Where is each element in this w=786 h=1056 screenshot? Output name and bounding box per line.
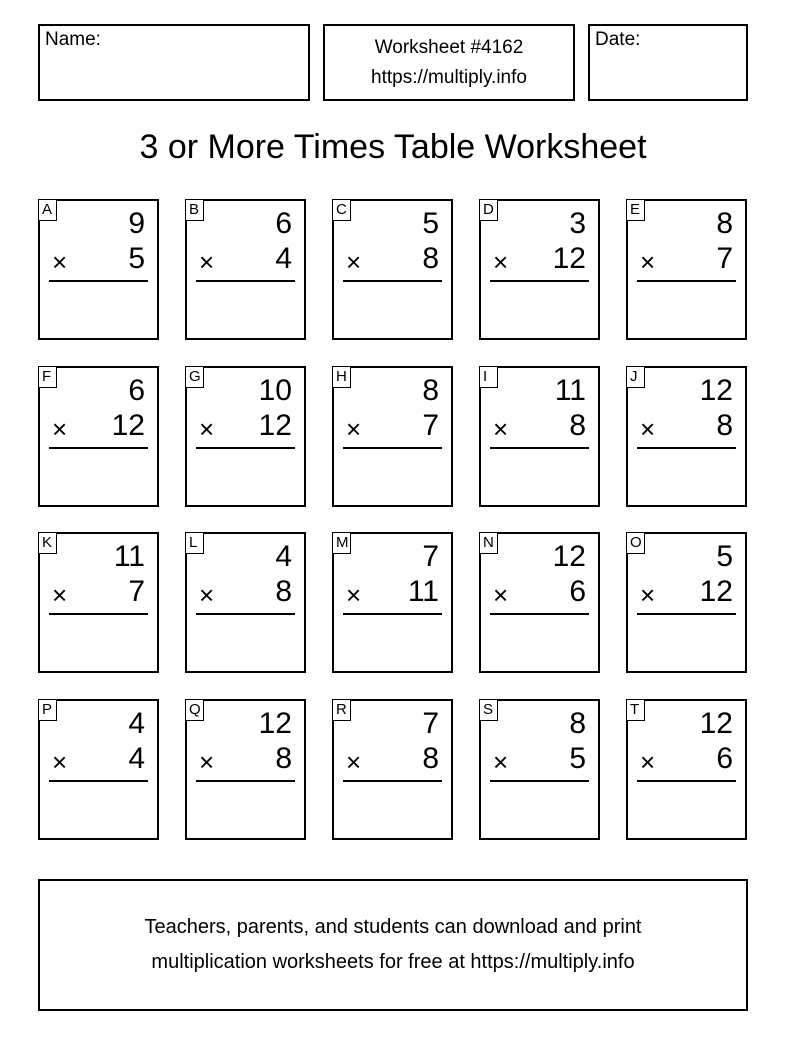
answer-line xyxy=(49,613,148,615)
name-label: Name: xyxy=(45,29,101,50)
problem-card[interactable] xyxy=(38,366,159,507)
multiplier: 8 xyxy=(275,575,292,608)
multiply-sign: × xyxy=(346,247,362,277)
answer-line xyxy=(490,280,589,282)
answer-line xyxy=(49,280,148,282)
problem-letter: O xyxy=(626,532,645,554)
answer-line xyxy=(49,780,148,782)
footer-line-2: multiplication worksheets for free at https://multiply.info xyxy=(151,951,635,973)
date-label: Date: xyxy=(595,29,641,50)
problem-letter: N xyxy=(479,532,498,554)
problem-letter: B xyxy=(185,199,204,221)
footer-line-1: Teachers, parents, and students can download and print xyxy=(144,916,642,938)
multiplicand: 4 xyxy=(128,707,145,740)
problem-letter: K xyxy=(38,532,57,554)
multiply-sign: × xyxy=(199,414,215,444)
multiplicand: 7 xyxy=(422,707,439,740)
date-field[interactable] xyxy=(588,24,748,101)
problem-card[interactable] xyxy=(332,199,453,340)
multiplier: 7 xyxy=(422,409,439,442)
problem-card[interactable] xyxy=(626,366,747,507)
multiply-sign: × xyxy=(640,414,656,444)
problem-letter: F xyxy=(38,366,57,388)
multiplier: 6 xyxy=(716,742,733,775)
problem-letter: A xyxy=(38,199,57,221)
multiplicand: 12 xyxy=(699,374,733,407)
multiplier: 11 xyxy=(407,575,439,608)
multiply-sign: × xyxy=(52,414,68,444)
answer-line xyxy=(49,447,148,449)
answer-line xyxy=(343,447,442,449)
problem-letter: C xyxy=(332,199,351,221)
footer-box xyxy=(38,879,748,1011)
worksheet-info-box xyxy=(323,24,575,101)
multiplicand: 8 xyxy=(716,207,733,240)
problem-card[interactable] xyxy=(185,199,306,340)
multiplier: 12 xyxy=(552,242,586,275)
multiply-sign: × xyxy=(346,747,362,777)
multiply-sign: × xyxy=(640,747,656,777)
answer-line xyxy=(196,780,295,782)
problem-letter: P xyxy=(38,699,57,721)
answer-line xyxy=(343,280,442,282)
problem-card[interactable] xyxy=(38,699,159,840)
problem-card[interactable] xyxy=(38,199,159,340)
answer-line xyxy=(637,780,736,782)
problem-letter: G xyxy=(185,366,204,388)
multiplier: 5 xyxy=(569,742,586,775)
multiply-sign: × xyxy=(493,747,509,777)
multiplicand: 8 xyxy=(422,374,439,407)
answer-line xyxy=(637,613,736,615)
multiplier: 8 xyxy=(716,409,733,442)
problem-card[interactable] xyxy=(626,532,747,673)
problem-card[interactable] xyxy=(185,532,306,673)
multiplier: 7 xyxy=(128,575,145,608)
problem-card[interactable] xyxy=(185,366,306,507)
answer-line xyxy=(637,280,736,282)
answer-line xyxy=(637,447,736,449)
problem-letter: R xyxy=(332,699,351,721)
multiplier: 12 xyxy=(258,409,292,442)
multiplicand: 12 xyxy=(552,540,586,573)
multiply-sign: × xyxy=(640,247,656,277)
multiplier: 7 xyxy=(716,242,733,275)
name-field[interactable] xyxy=(38,24,310,101)
multiply-sign: × xyxy=(640,580,656,610)
problem-card[interactable] xyxy=(38,532,159,673)
multiplicand: 5 xyxy=(716,540,733,573)
multiplicand: 12 xyxy=(699,707,733,740)
multiplier: 5 xyxy=(128,242,145,275)
multiplicand: 10 xyxy=(258,374,292,407)
multiplier: 4 xyxy=(275,242,292,275)
multiplier: 8 xyxy=(422,742,439,775)
multiplicand: 7 xyxy=(422,540,439,573)
problem-letter: I xyxy=(479,366,498,388)
answer-line xyxy=(196,613,295,615)
multiply-sign: × xyxy=(493,247,509,277)
problem-card[interactable] xyxy=(626,699,747,840)
answer-line xyxy=(490,447,589,449)
worksheet-number: Worksheet #4162 xyxy=(374,36,524,58)
multiply-sign: × xyxy=(346,580,362,610)
multiply-sign: × xyxy=(346,414,362,444)
problem-card[interactable] xyxy=(185,699,306,840)
multiplicand: 12 xyxy=(258,707,292,740)
multiplicand: 9 xyxy=(128,207,145,240)
multiply-sign: × xyxy=(199,747,215,777)
page-title: 3 or More Times Table Worksheet xyxy=(139,128,647,166)
multiplicand: 5 xyxy=(422,207,439,240)
problem-letter: L xyxy=(185,532,204,554)
problem-card[interactable] xyxy=(479,366,600,507)
multiply-sign: × xyxy=(52,247,68,277)
multiply-sign: × xyxy=(199,580,215,610)
multiplier: 8 xyxy=(422,242,439,275)
multiplier: 6 xyxy=(569,575,586,608)
problem-card[interactable] xyxy=(332,366,453,507)
answer-line xyxy=(196,447,295,449)
worksheet-url[interactable]: https://multiply.info xyxy=(371,66,527,88)
problem-card[interactable] xyxy=(479,699,600,840)
problem-card[interactable] xyxy=(626,199,747,340)
multiplicand: 11 xyxy=(113,540,145,573)
multiplicand: 8 xyxy=(569,707,586,740)
problem-card[interactable] xyxy=(479,532,600,673)
problem-letter: E xyxy=(626,199,645,221)
problem-card[interactable] xyxy=(479,199,600,340)
multiplicand: 6 xyxy=(275,207,292,240)
multiplicand: 3 xyxy=(569,207,586,240)
answer-line xyxy=(343,613,442,615)
multiplicand: 4 xyxy=(275,540,292,573)
problem-letter: H xyxy=(332,366,351,388)
problem-letter: D xyxy=(479,199,498,221)
multiply-sign: × xyxy=(199,247,215,277)
problem-letter: Q xyxy=(185,699,204,721)
multiplier: 8 xyxy=(275,742,292,775)
multiply-sign: × xyxy=(52,747,68,777)
multiplicand: 6 xyxy=(128,374,145,407)
multiplier: 8 xyxy=(569,409,586,442)
answer-line xyxy=(490,780,589,782)
answer-line xyxy=(343,780,442,782)
problem-letter: T xyxy=(626,699,645,721)
problem-card[interactable] xyxy=(332,532,453,673)
multiply-sign: × xyxy=(493,414,509,444)
multiplier: 4 xyxy=(128,742,145,775)
answer-line xyxy=(490,613,589,615)
problem-letter: M xyxy=(332,532,351,554)
multiplier: 12 xyxy=(111,409,145,442)
multiplicand: 11 xyxy=(554,374,586,407)
multiply-sign: × xyxy=(52,580,68,610)
problem-letter: J xyxy=(626,366,645,388)
multiply-sign: × xyxy=(493,580,509,610)
problem-letter: S xyxy=(479,699,498,721)
answer-line xyxy=(196,280,295,282)
multiplier: 12 xyxy=(699,575,733,608)
problem-card[interactable] xyxy=(332,699,453,840)
